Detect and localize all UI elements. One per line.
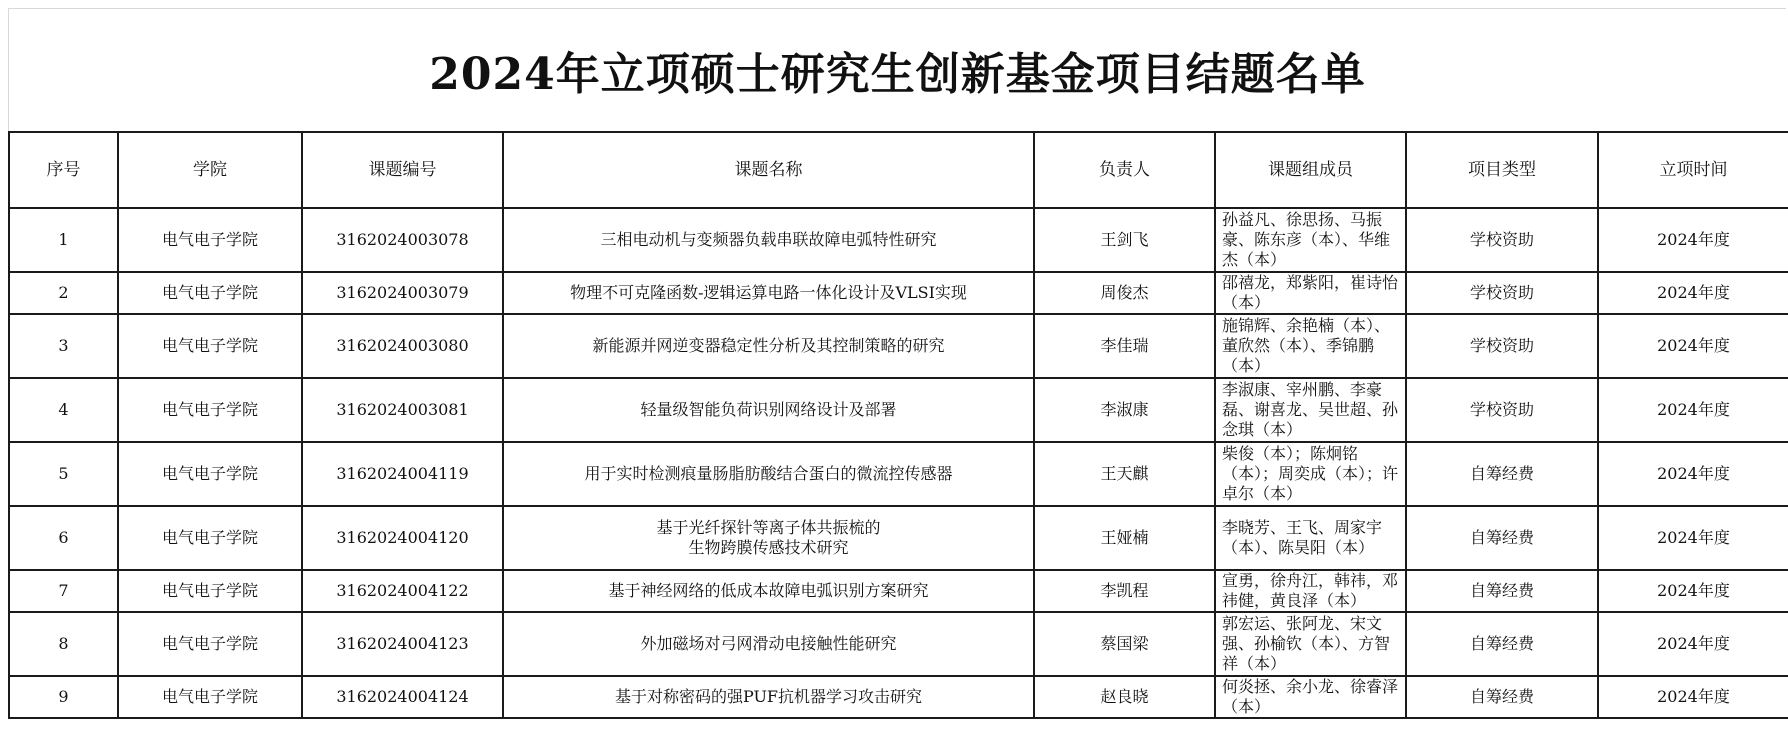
table-row (9, 612, 1788, 676)
cell-type[interactable]: 自筹经费 (1406, 570, 1598, 612)
cell-code[interactable]: 3162024003078 (302, 208, 503, 272)
header-members[interactable]: 课题组成员 (1215, 132, 1406, 208)
cell-no[interactable]: 7 (9, 570, 118, 612)
cell-code[interactable]: 3162024003081 (302, 378, 503, 442)
cell-code[interactable]: 3162024003079 (302, 272, 503, 314)
cell-name[interactable]: 三相电动机与变频器负载串联故障电弧特性研究 (503, 208, 1034, 272)
table-row (9, 208, 1788, 272)
header-code[interactable]: 课题编号 (302, 132, 503, 208)
cell-year[interactable]: 2024年度 (1598, 378, 1788, 442)
table-row (9, 378, 1788, 442)
cell-college[interactable]: 电气电子学院 (118, 272, 302, 314)
cell-year[interactable]: 2024年度 (1598, 612, 1788, 676)
cell-leader[interactable]: 李淑康 (1034, 378, 1215, 442)
cell-year[interactable]: 2024年度 (1598, 676, 1788, 718)
cell-no[interactable]: 8 (9, 612, 118, 676)
header-type[interactable]: 项目类型 (1406, 132, 1598, 208)
cell-name[interactable]: 基于神经网络的低成本故障电弧识别方案研究 (503, 570, 1034, 612)
cell-members[interactable]: 宣勇，徐舟江，韩祎，邓祎健，黄良泽（本） (1215, 570, 1406, 612)
cell-year[interactable]: 2024年度 (1598, 314, 1788, 378)
cell-members[interactable]: 李淑康、宰州鹏、李豪磊、谢喜龙、吴世超、孙念琪（本） (1215, 378, 1406, 442)
cell-year[interactable]: 2024年度 (1598, 570, 1788, 612)
cell-leader[interactable]: 王天麒 (1034, 442, 1215, 506)
cell-members[interactable]: 郭宏运、张阿龙、宋文强、孙榆钦（本）、方智祥（本） (1215, 612, 1406, 676)
cell-year[interactable]: 2024年度 (1598, 442, 1788, 506)
table-row (9, 676, 1788, 718)
cell-members[interactable]: 孙益凡、徐思扬、马振豪、陈东彦（本）、华维杰（本） (1215, 208, 1406, 272)
cell-members[interactable]: 李晓芳、王飞、周家宇（本）、陈昊阳（本） (1215, 506, 1406, 570)
header-row (9, 132, 1788, 208)
cell-college[interactable]: 电气电子学院 (118, 314, 302, 378)
cell-type[interactable]: 自筹经费 (1406, 676, 1598, 718)
cell-code[interactable]: 3162024004122 (302, 570, 503, 612)
cell-members[interactable]: 柴俊（本）；陈炯铭（本）；周奕成（本）；许卓尔（本） (1215, 442, 1406, 506)
table-row (9, 570, 1788, 612)
cell-college[interactable]: 电气电子学院 (118, 442, 302, 506)
header-no[interactable]: 序号 (9, 132, 118, 208)
table-row (9, 442, 1788, 506)
cell-college[interactable]: 电气电子学院 (118, 378, 302, 442)
header-leader[interactable]: 负责人 (1034, 132, 1215, 208)
cell-name[interactable]: 基于光纤探针等离子体共振梳的 生物跨膜传感技术研究 (503, 506, 1034, 570)
cell-members[interactable]: 邵禧龙，郑紫阳，崔诗怡（本） (1215, 272, 1406, 314)
cell-leader[interactable]: 蔡国梁 (1034, 612, 1215, 676)
table-row (9, 272, 1788, 314)
cell-no[interactable]: 1 (9, 208, 118, 272)
cell-type[interactable]: 学校资助 (1406, 314, 1598, 378)
cell-year[interactable]: 2024年度 (1598, 506, 1788, 570)
cell-leader[interactable]: 赵良晓 (1034, 676, 1215, 718)
cell-name[interactable]: 用于实时检测痕量肠脂肪酸结合蛋白的微流控传感器 (503, 442, 1034, 506)
cell-type[interactable]: 学校资助 (1406, 272, 1598, 314)
cell-college[interactable]: 电气电子学院 (118, 612, 302, 676)
project-table (8, 131, 1788, 719)
cell-no[interactable]: 4 (9, 378, 118, 442)
cell-name[interactable]: 外加磁场对弓网滑动电接触性能研究 (503, 612, 1034, 676)
cell-no[interactable]: 6 (9, 506, 118, 570)
spreadsheet-sheet (8, 8, 1788, 729)
header-name[interactable]: 课题名称 (503, 132, 1034, 208)
cell-year[interactable]: 2024年度 (1598, 272, 1788, 314)
cell-code[interactable]: 3162024004124 (302, 676, 503, 718)
cell-code[interactable]: 3162024003080 (302, 314, 503, 378)
cell-type[interactable]: 自筹经费 (1406, 442, 1598, 506)
cell-no[interactable]: 9 (9, 676, 118, 718)
cell-code[interactable]: 3162024004120 (302, 506, 503, 570)
cell-type[interactable]: 学校资助 (1406, 378, 1598, 442)
cell-college[interactable]: 电气电子学院 (118, 676, 302, 718)
cell-members[interactable]: 何炎拯、余小龙、徐睿泽（本） (1215, 676, 1406, 718)
cell-leader[interactable]: 王剑飞 (1034, 208, 1215, 272)
cell-type[interactable]: 自筹经费 (1406, 506, 1598, 570)
cell-leader[interactable]: 李凯程 (1034, 570, 1215, 612)
cell-college[interactable]: 电气电子学院 (118, 208, 302, 272)
page-title: 2024年立项硕士研究生创新基金项目结题名单 (429, 49, 1366, 100)
cell-name[interactable]: 新能源并网逆变器稳定性分析及其控制策略的研究 (503, 314, 1034, 378)
cell-type[interactable]: 学校资助 (1406, 208, 1598, 272)
table-row (9, 314, 1788, 378)
cell-college[interactable]: 电气电子学院 (118, 570, 302, 612)
cell-leader[interactable]: 王娅楠 (1034, 506, 1215, 570)
cell-leader[interactable]: 周俊杰 (1034, 272, 1215, 314)
table-row (9, 506, 1788, 570)
cell-leader[interactable]: 李佳瑞 (1034, 314, 1215, 378)
cell-no[interactable]: 2 (9, 272, 118, 314)
header-college[interactable]: 学院 (118, 132, 302, 208)
cell-no[interactable]: 5 (9, 442, 118, 506)
title-cell[interactable] (8, 8, 1786, 131)
cell-members[interactable]: 施锦辉、余艳楠（本）、董欣然（本）、季锦鹏（本） (1215, 314, 1406, 378)
header-year[interactable]: 立项时间 (1598, 132, 1788, 208)
cell-type[interactable]: 自筹经费 (1406, 612, 1598, 676)
cell-name[interactable]: 基于对称密码的强PUF抗机器学习攻击研究 (503, 676, 1034, 718)
cell-code[interactable]: 3162024004119 (302, 442, 503, 506)
cell-code[interactable]: 3162024004123 (302, 612, 503, 676)
cell-college[interactable]: 电气电子学院 (118, 506, 302, 570)
cell-no[interactable]: 3 (9, 314, 118, 378)
cell-name[interactable]: 物理不可克隆函数-逻辑运算电路一体化设计及VLSI实现 (503, 272, 1034, 314)
cell-name[interactable]: 轻量级智能负荷识别网络设计及部署 (503, 378, 1034, 442)
cell-year[interactable]: 2024年度 (1598, 208, 1788, 272)
